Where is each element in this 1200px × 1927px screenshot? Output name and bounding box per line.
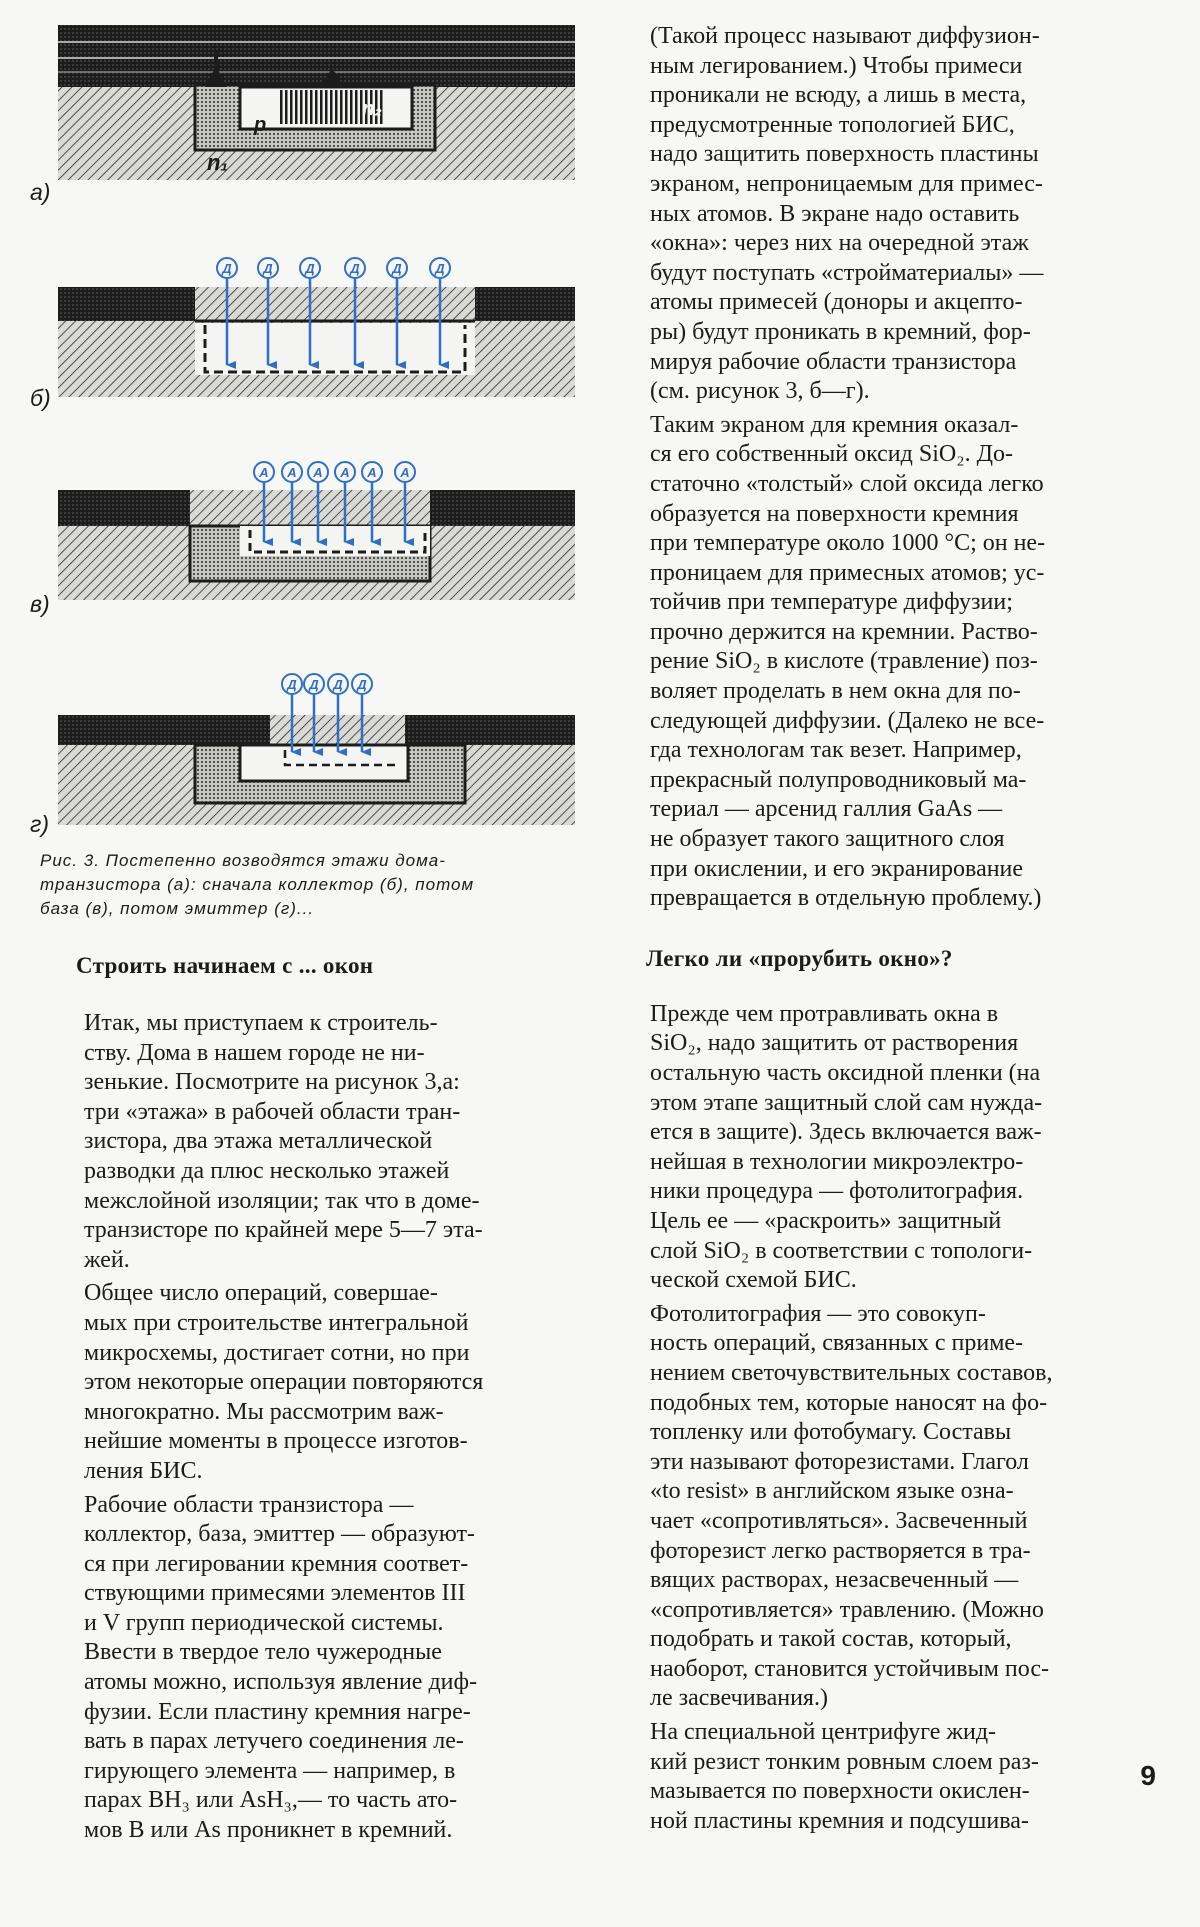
paragraph	[624, 1300, 1162, 1714]
text-line: надо защитить поверхность пластины	[650, 141, 1039, 168]
page-number: 9	[1140, 1760, 1156, 1791]
text-line: гда технологам так везет. Например,	[650, 737, 1022, 764]
text-line: транзисторе по крайней мере 5—7 эта-	[84, 1217, 483, 1244]
text-line: зистора, два этажа металлической	[84, 1128, 433, 1155]
right-column-body-bottom	[624, 1000, 1162, 1837]
impurity-atom-symbol: Д	[305, 261, 315, 276]
impurity-atom-symbol: А	[287, 465, 297, 480]
text-line: превращается в отдельную проблему.)	[650, 885, 1042, 912]
text-line: «сопротивляется» травлению. (Можно	[650, 1596, 1044, 1623]
text-line: проницаем для примесных атомов; ус-	[650, 559, 1045, 586]
text-line: вать в парах летучего соединения ле-	[84, 1728, 464, 1755]
right-column	[624, 22, 1162, 1836]
text-line: Фотолитография — это совокуп-	[650, 1300, 986, 1327]
text-line: следующей диффузии. (Далеко не все-	[650, 707, 1045, 734]
text-line: нением светочувствительных составов,	[650, 1359, 1053, 1386]
panel-b-diagram	[58, 287, 575, 397]
text-line: ность операций, связанных с приме-	[650, 1330, 1024, 1357]
text-line: разводки да плюс несколько этажей	[84, 1157, 450, 1184]
text-line: предусмотренные топологией БИС,	[650, 111, 1015, 138]
impurity-atom-symbol: Д	[392, 261, 402, 276]
text-line: фоторезист легко растворяется в тра-	[650, 1537, 1031, 1564]
text-line: Ввести в твердое тело чужеродные	[84, 1639, 442, 1666]
panel-a-diagram	[58, 25, 575, 180]
text-line: атомы можно, используя явление диф-	[84, 1669, 478, 1696]
section-heading-right: Легко ли «прорубить окно»?	[646, 945, 953, 971]
panel-c-diagram	[58, 490, 575, 600]
text-line: зенькие. Посмотрите на рисунок 3,а:	[84, 1069, 460, 1096]
right-column-body-top	[624, 22, 1162, 914]
paragraph	[624, 22, 1162, 407]
text-line: образуется на поверхности кремния	[650, 500, 1019, 527]
text-line: экраном, непроницаемым для примес-	[650, 170, 1043, 197]
text-line: (Такой процесс называют диффузион-	[650, 23, 1040, 49]
region-label-n1: n₁	[207, 150, 229, 175]
panel-label-d: г)	[30, 811, 50, 837]
text-line: рение SiO₂ в кислоте (травление) поз-	[650, 648, 1038, 675]
text-line: воляет проделать в нем окна для по-	[650, 678, 1021, 705]
text-line: межслойной изоляции; так что в доме-	[84, 1187, 480, 1214]
text-line: многократно. Мы рассмотрим важ-	[84, 1398, 444, 1425]
text-line: ных атомов. В экране надо оставить	[650, 200, 1020, 227]
left-column	[58, 953, 578, 1846]
caption-line: транзистора (а): сначала коллектор (б), потом	[40, 875, 475, 894]
text-line: ники процедура — фотолитография.	[650, 1178, 1024, 1205]
text-line: подобрать и такой состав, который,	[650, 1626, 1012, 1653]
impurity-atom-symbol: Д	[287, 677, 297, 692]
text-line: нейшие моменты в процессе изготов-	[84, 1428, 468, 1455]
caption-line: Рис. 3. Постепенно возводятся этажи дома-	[40, 851, 446, 870]
impurity-atom-symbol: Д	[309, 677, 319, 692]
text-line: Прежде чем протравливать окна в	[650, 1000, 999, 1027]
impurity-atom-symbol: Д	[357, 677, 367, 692]
text-line: «to resist» в английском языке озна-	[650, 1478, 1014, 1505]
panel-label-c: в)	[30, 591, 50, 617]
text-line: ческой схемой БИС.	[650, 1267, 857, 1294]
text-line: фузии. Если пластину кремния нагре-	[84, 1698, 471, 1725]
paragraph	[624, 1000, 1162, 1296]
text-line: мов B или As проникнет в кремний.	[84, 1817, 453, 1844]
paragraph	[58, 1279, 578, 1486]
text-line: прочно держится на кремнии. Раство-	[650, 618, 1038, 645]
text-line: «окна»: через них на очередной этаж	[650, 230, 1029, 257]
text-line: ется в защите). Здесь включается важ-	[650, 1119, 1042, 1146]
text-line: будут поступать «стройматериалы» —	[650, 259, 1044, 286]
region-label-p: p	[254, 114, 267, 136]
impurity-atom-symbol: А	[400, 465, 410, 480]
text-line: жей.	[84, 1246, 130, 1273]
text-line: коллектор, база, эмиттер — образуют-	[84, 1521, 475, 1548]
text-line: прекрасный полупроводниковый ма-	[650, 766, 1027, 793]
text-line: ству. Дома в нашем городе не ни-	[84, 1039, 425, 1066]
text-line: тойчив при температуре диффузии;	[650, 589, 1013, 616]
text-line: Общее число операций, совершае-	[84, 1280, 438, 1307]
impurity-atom-symbol: А	[367, 465, 377, 480]
text-line: ным легированием.) Чтобы примеси	[650, 52, 1023, 79]
text-line: статочно «толстый» слой оксида легко	[650, 470, 1044, 497]
text-line: Цель ее — «раскроить» защитный	[650, 1207, 1002, 1234]
transistor-figure	[0, 0, 600, 870]
text-line: не образует такого защитного слоя	[650, 826, 1005, 853]
text-line: гирующего элемента — например, в	[84, 1757, 456, 1784]
impurity-atom-symbol: А	[313, 465, 323, 480]
text-line: мируя рабочие области транзистора	[650, 348, 1017, 375]
text-line: Рабочие области транзистора —	[84, 1491, 414, 1518]
text-line: остальную часть оксидной пленки (на	[650, 1060, 1041, 1086]
text-line: эти называют фоторезистами. Глагол	[650, 1448, 1029, 1475]
text-line: нейшая в технологии микроэлектро-	[650, 1148, 1024, 1175]
text-line: ся его собственный оксид SiO₂. До-	[650, 441, 1013, 468]
text-line: при окислении, и его экранирование	[650, 855, 1024, 882]
text-line: при температуре около 1000 °С; он не-	[650, 530, 1046, 557]
text-line: чает «сопротивляться». Засвеченный	[650, 1507, 1028, 1534]
panel-label-b: б)	[30, 385, 51, 411]
text-line: подобных тем, которые наносят на фо-	[650, 1389, 1048, 1416]
region-label-n2: n₂	[362, 98, 382, 120]
paragraph	[624, 1718, 1162, 1836]
text-line: Итак, мы приступаем к строитель-	[84, 1010, 438, 1036]
text-line: (см. рисунок 3, б—г).	[650, 378, 870, 405]
text-line: На специальной центрифуге жид-	[650, 1719, 997, 1746]
left-column-body	[58, 1009, 578, 1846]
text-line: ле засвечивания.)	[650, 1685, 828, 1712]
text-line: атомы примесей (доноры и акцепто-	[650, 289, 1023, 316]
figure-caption	[40, 849, 580, 921]
text-line: кий резист тонким ровным слоем раз-	[650, 1748, 1039, 1775]
panel-d-diagram	[58, 715, 575, 825]
text-line: ной пластины кремния и подсушива-	[650, 1807, 1029, 1834]
impurity-atom-symbol: А	[340, 465, 350, 480]
text-line: и V групп периодической системы.	[84, 1609, 444, 1636]
text-line: ся при легировании кремния соответ-	[84, 1550, 469, 1577]
impurity-atom-symbol: Д	[350, 261, 360, 276]
panel-label-a: а)	[30, 179, 51, 205]
impurity-atom-symbol: Д	[333, 677, 343, 692]
text-line: Таким экраном для кремния оказал-	[650, 411, 1019, 438]
text-line: проникали не всюду, а лишь в места,	[650, 82, 1027, 109]
text-line: SiO₂, надо защитить от растворения	[650, 1030, 1019, 1057]
caption-line: база (в), потом эмиттер (г)...	[40, 899, 315, 918]
text-line: топленку или фотобумагу. Составы	[650, 1419, 1012, 1446]
impurity-atom-symbol: А	[259, 465, 269, 480]
impurity-atom-symbol: Д	[263, 261, 273, 276]
paragraph	[624, 411, 1162, 914]
text-line: мых при строительстве интегральной	[84, 1309, 469, 1336]
text-line: ления БИС.	[84, 1457, 203, 1484]
text-line: этом некоторые операции повторяются	[84, 1369, 484, 1396]
text-line: этом этапе защитный слой сам нужда-	[650, 1089, 1043, 1116]
text-line: ры) будут проникать в кремний, фор-	[650, 318, 1031, 345]
text-line: вящих растворах, незасвеченный —	[650, 1567, 1019, 1594]
paragraph	[58, 1009, 578, 1275]
text-line: мазывается по поверхности окислен-	[650, 1778, 1030, 1805]
paragraph	[58, 1491, 578, 1846]
text-line: парах BH₃ или AsH₃,— то часть ато-	[84, 1787, 458, 1814]
text-line: три «этажа» в рабочей области тран-	[84, 1098, 461, 1125]
section-heading-left: Строить начинаем с ... окон	[76, 953, 374, 978]
text-line: наоборот, становится устойчивым пос-	[650, 1655, 1049, 1682]
text-line: слой SiO₂ в соответствии с топологи-	[650, 1237, 1033, 1264]
text-line: микросхемы, достигает сотни, но при	[84, 1339, 470, 1366]
text-line: териал — арсенид галлия GaAs —	[650, 796, 1003, 823]
impurity-atom-symbol: Д	[222, 261, 232, 276]
impurity-atom-symbol: Д	[435, 261, 445, 276]
text-line: ствующими примесями элементов III	[84, 1580, 466, 1607]
